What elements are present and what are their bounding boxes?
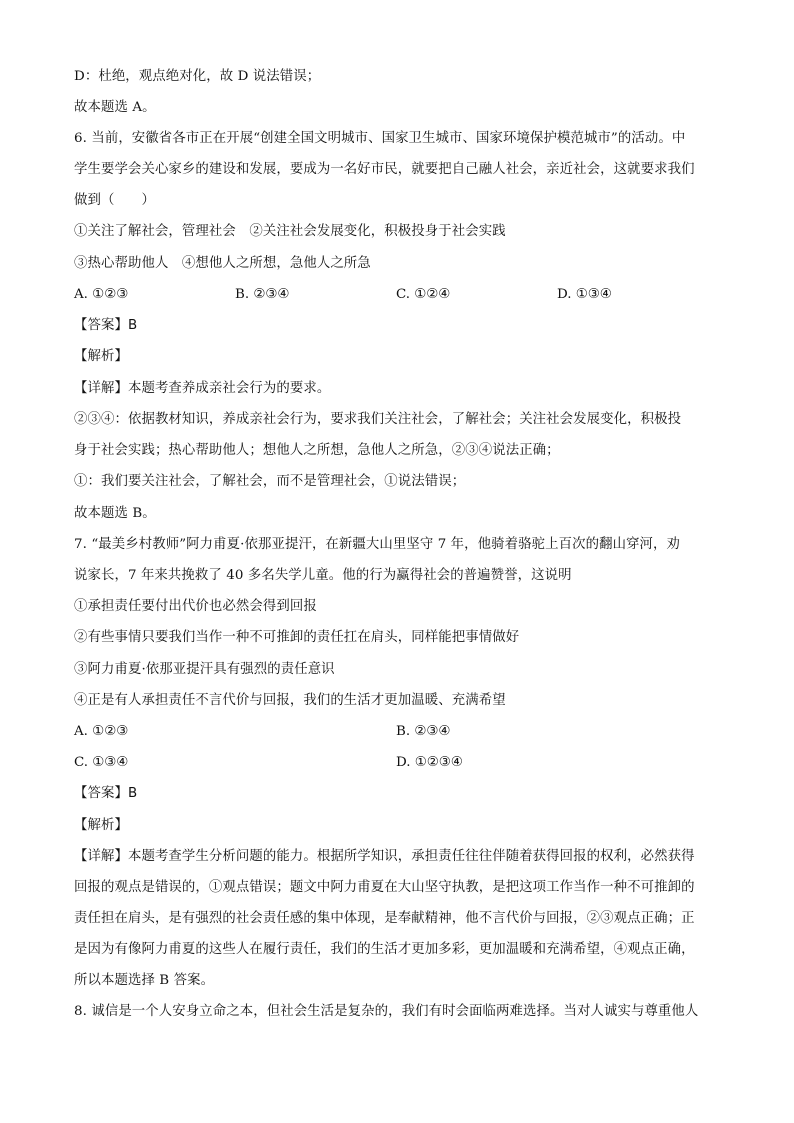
q7-option-c: C. ①③④ [74,755,129,770]
q6-detail-line-3: 身于社会实践；热心帮助他人；想他人之所想，急他人之所急，②③④说法正确； [74,443,560,458]
q6-detail-line-5: 故本题选 B。 [74,506,156,521]
q7-statement-4: ④正是有人承担责任不言代价与回报，我们的生活才更加温暖、充满希望 [74,693,506,708]
q6-statement-1: ①关注了解社会，管理社会 ②关注社会发展变化，积极投身于社会实践 [74,224,506,239]
q6-analysis-label: 【解析】 [74,349,128,364]
q6-option-c: C. ①②④ [396,287,451,302]
q7-answer: 【答案】B [74,786,138,801]
q7-analysis-label: 【解析】 [74,818,128,833]
q7-statement-2: ②有些事情只要我们当作一种不可推卸的责任扛在肩头，同样能把事情做好 [74,630,520,645]
q6-option-d: D. ①③④ [557,287,612,302]
q7-statement-3: ③阿力甫夏·依那亚提汗具有强烈的责任意识 [74,662,335,677]
q6-statement-2: ③热心帮助他人 ④想他人之所想，急他人之所急 [74,256,371,271]
q7-option-d: D. ①②③④ [396,755,463,770]
q6-stem-line-2: 学生要学会关心家乡的建设和发展，要成为一名好市民，就要把自己融人社会，亲近社会，这就要求我们 [74,162,695,177]
q6-detail-line-1: 【详解】本题考查养成亲社会行为的要求。 [74,381,331,396]
q6-detail-line-4: ①：我们要关注社会，了解社会，而不是管理社会，①说法错误； [74,474,466,489]
q7-detail-line-4: 是因为有像阿力甫夏的这些人在履行责任，我们的生活才更加多彩，更加温暖和充满希望，④观点正确， [74,942,695,957]
q8-stem-line-1: 8. 诚信是一个人安身立命之本，但社会生活是复杂的，我们有时会面临两难选择。当对人诚实与尊重他人 [74,1004,699,1019]
q7-detail-line-3: 责任担在肩头，是有强烈的社会责任感的集中体现，是奉献精神，他不言代价与回报，②③观点正确；正 [74,911,695,926]
prev-option-d-explanation: D：杜绝，观点绝对化，故 D 说法错误； [74,69,321,84]
q6-option-b: B. ②③④ [235,287,290,302]
q7-detail-line-2: 回报的观点是错误的，①观点错误；题文中阿力甫夏在大山坚守执教，是把这项工作当作一种不可推卸的 [74,880,695,895]
q6-detail-line-2: ②③④：依据教材知识，养成亲社会行为，要求我们关注社会，了解社会；关注社会发展变化，积极投 [74,412,682,427]
q7-statement-1: ①承担责任要付出代价也必然会得到回报 [74,599,317,614]
q6-answer: 【答案】B [74,318,138,333]
q6-stem-line-3: 做到（ ） [74,193,155,208]
q7-detail-line-5: 所以本题选择 B 答案。 [74,973,215,988]
q7-detail-line-1: 【详解】本题考查学生分析问题的能力。根据所学知识，承担责任往往伴随着获得回报的权利，必然获得 [74,849,695,864]
q7-stem-line-1: 7. “最美乡村教师”阿力甫夏·依那亚提汗，在新疆大山里坚守 7 年，他骑着骆驼上百次的翻山穿河，劝 [74,537,681,552]
q7-option-a: A. ①②③ [74,724,129,739]
q7-stem-line-2: 说家长，7 年来共挽救了 40 多名失学儿童。他的行为赢得社会的普遍赞誉，这说明 [74,568,572,583]
q7-option-b: B. ②③④ [396,724,451,739]
prev-conclusion: 故本题选 A。 [74,100,156,115]
q6-stem-line-1: 6. 当前，安徽省各市正在开展“创建全国文明城市、国家卫生城市、国家环境保护模范城市”的活动。中 [74,131,686,146]
q6-option-a: A. ①②③ [74,287,129,302]
